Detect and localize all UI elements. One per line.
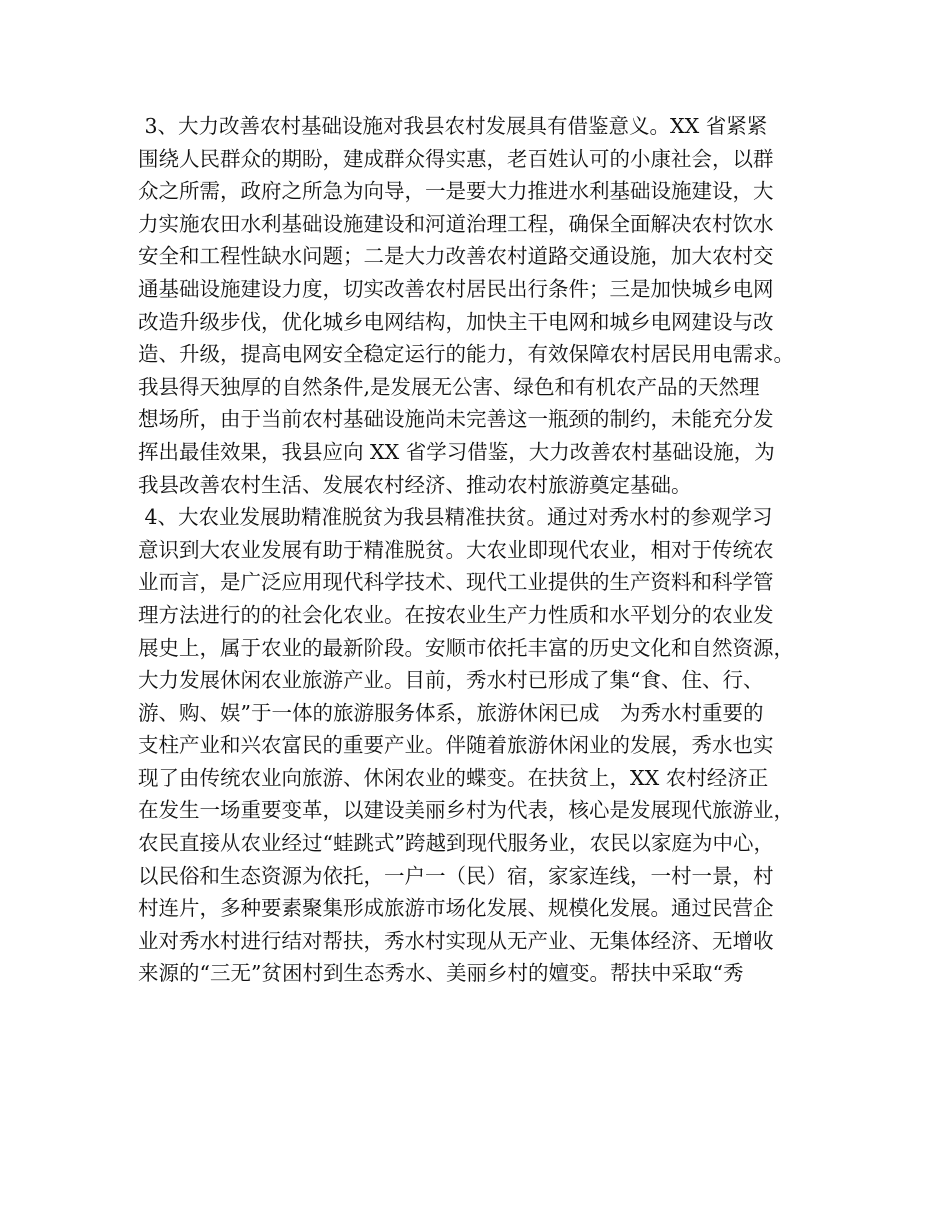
text-line: 展史上，属于农业的最新阶段。安顺市依托丰富的历史文化和自然资源， bbox=[138, 635, 794, 660]
text-line: 想场所，由于当前农村基础设施尚未完善这一瓶颈的制约，未能充分发 bbox=[138, 407, 774, 432]
text-line: 大力发展休闲农业旅游产业。目前，秀水村已形成了集“食、住、行、 bbox=[138, 668, 764, 693]
text-line: 通基础设施建设力度，切实改善农村居民出行条件；三是加快城乡电网 bbox=[138, 276, 774, 301]
text-line: 农民直接从农业经过“蛙跳式”跨越到现代服务业，农民以家庭为中心， bbox=[138, 831, 774, 856]
text-line: 以民俗和生态资源为依托，一户一（民）宿，家家连线，一村一景，村 bbox=[138, 863, 774, 888]
text-line: 在发生一场重要变革，以建设美丽乡村为代表，核心是发展现代旅游业， bbox=[138, 798, 794, 823]
text-line: 现了由传统农业向旅游、休闲农业的蝶变。在扶贫上，XX 农村经济正 bbox=[138, 765, 769, 790]
text-line: 3、大力改善农村基础设施对我县农村发展具有借鉴意义。XX 省紧紧 bbox=[138, 114, 768, 138]
text-line: 意识到大农业发展有助于精准脱贫。大农业即现代农业，相对于传统农 bbox=[138, 537, 774, 562]
text-line: 理方法进行的的社会化农业。在按农业生产力性质和水平划分的农业发 bbox=[138, 602, 774, 627]
text-line: 我县得天独厚的自然条件,是发展无公害、绿色和有机农产品的天然理 bbox=[138, 374, 760, 399]
text-line: 来源的“三无”贫困村到生态秀水、美丽乡村的嬗变。帮扶中采取“秀 bbox=[138, 961, 744, 986]
paragraph-infrastructure bbox=[138, 110, 838, 501]
text-line: 力实施农田水利基础设施建设和河道治理工程，确保全面解决农村饮水 bbox=[138, 211, 774, 236]
text-line: 支柱产业和兴农富民的重要产业。伴随着旅游休闲业的发展，秀水也实 bbox=[138, 733, 774, 758]
text-line: 围绕人民群众的期盼，建成群众得实惠，老百姓认可的小康社会，以群 bbox=[138, 146, 774, 171]
text-line: 改造升级步伐，优化城乡电网结构，加快主干电网和城乡电网建设与改 bbox=[138, 309, 774, 334]
document-body bbox=[138, 110, 838, 990]
text-line: 游、购、娱”于一体的旅游服务体系，旅游休闲已成 为秀水村重要的 bbox=[138, 700, 764, 725]
text-line: 4、大农业发展助精准脱贫为我县精准扶贫。通过对秀水村的参观学习 bbox=[138, 505, 773, 530]
paragraph-poverty-alleviation bbox=[138, 501, 838, 990]
text-line: 造、升级，提高电网安全稳定运行的能力，有效保障农村居民用电需求。 bbox=[138, 342, 794, 367]
text-line: 村连片，多种要素聚集形成旅游市场化发展、规模化发展。通过民营企 bbox=[138, 896, 774, 921]
text-line: 业对秀水村进行结对帮扶，秀水村实现从无产业、无集体经济、无增收 bbox=[138, 928, 774, 953]
text-line: 安全和工程性缺水问题；二是大力改善农村道路交通设施，加大农村交 bbox=[138, 244, 774, 269]
text-line: 众之所需，政府之所急为向导，一是要大力推进水利基础设施建设，大 bbox=[138, 179, 774, 204]
text-line: 挥出最佳效果，我县应向 XX 省学习借鉴，大力改善农村基础设施，为 bbox=[138, 439, 775, 464]
text-line: 我县改善农村生活、发展农村经济、推动农村旅游奠定基础。 bbox=[138, 472, 692, 497]
text-line: 业而言，是广泛应用现代科学技术、现代工业提供的生产资料和科学管 bbox=[138, 570, 774, 595]
